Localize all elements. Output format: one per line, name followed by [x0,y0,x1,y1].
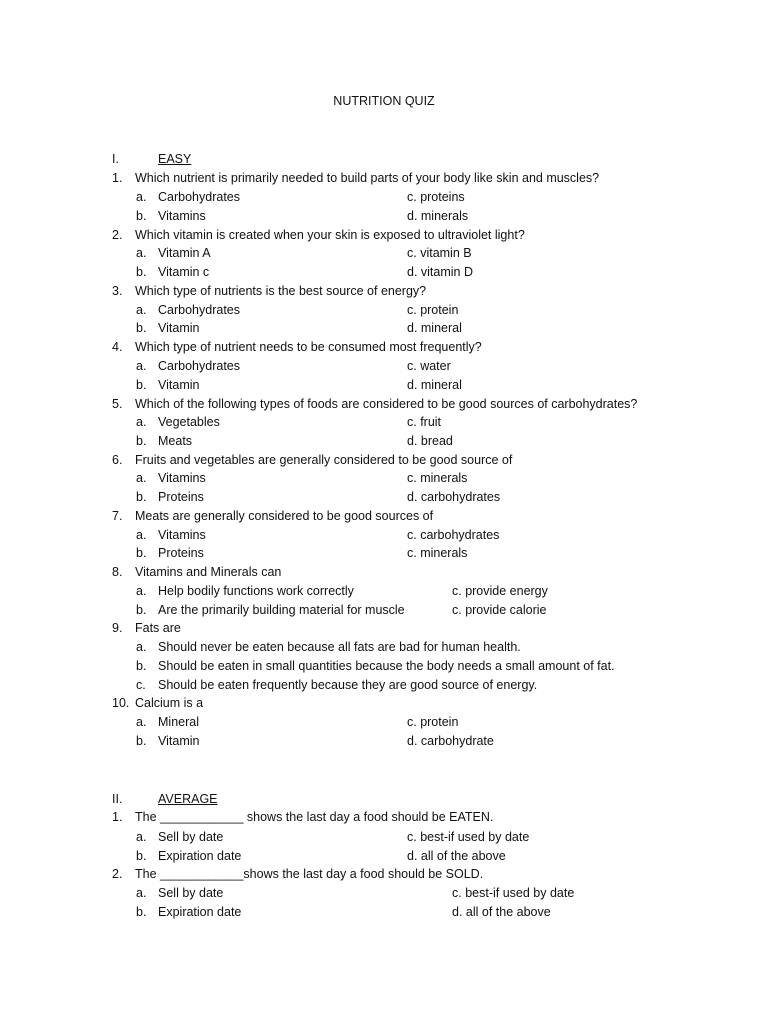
option-letter: a. [136,640,147,654]
option-row [0,320,768,336]
question-text: Which type of nutrients is the best source of energy? [135,284,427,298]
option-text: Vitamins [158,528,206,542]
option-right: d. minerals [407,209,469,223]
option-right: c. minerals [407,471,468,485]
option-letter: c. [136,678,146,692]
option-letter: a. [136,886,147,900]
option-text: Vitamins [158,209,206,223]
section-number: I. [112,152,119,166]
option-letter: a. [136,584,147,598]
option-text: Sell by date [158,886,224,900]
option-right: d. all of the above [407,849,506,863]
question-text: Meats are generally considered to be good sources of [135,509,434,523]
question-number: 2. [112,867,123,881]
option-right: d. carbohydrates [407,490,501,504]
option-right: c. minerals [407,546,468,560]
question-text: Fruits and vegetables are generally considered to be good source of [135,453,513,467]
option-row [0,264,768,280]
question-text: The ____________shows the last day a food should be SOLD. [135,867,484,881]
option-row [0,189,768,205]
question-row [0,508,768,524]
section-number: II. [112,792,123,806]
option-right: c. protein [407,303,459,317]
option-right: c. proteins [407,190,465,204]
option-text: Vitamin c [158,265,210,279]
option-text: Carbohydrates [158,359,240,373]
option-letter: a. [136,715,147,729]
option-row [0,414,768,430]
option-right: c. provide calorie [452,603,547,617]
option-letter: a. [136,415,147,429]
option-text: Vitamins [158,471,206,485]
question-number: 1. [112,171,123,185]
question-text: Calcium is a [135,696,204,710]
option-letter: b. [136,265,147,279]
option-letter: b. [136,659,147,673]
section-heading [0,151,768,167]
option-text: Sell by date [158,830,224,844]
option-right: c. best-if used by date [407,830,530,844]
question-text: Which vitamin is created when your skin is exposed to ultraviolet light? [135,228,525,242]
option-text: Carbohydrates [158,303,240,317]
option-letter: b. [136,734,147,748]
question-row [0,283,768,299]
question-row [0,620,768,636]
question-row [0,866,768,882]
question-row [0,695,768,711]
section-title: EASY [158,152,192,166]
question-row [0,564,768,580]
question-number: 10. [112,696,130,710]
question-number: 2. [112,228,123,242]
option-text: Help bodily functions work correctly [158,584,354,598]
option-text: Should never be eaten because all fats are bad for human health. [158,640,521,654]
option-letter: b. [136,209,147,223]
question-number: 7. [112,509,123,523]
question-row [0,170,768,186]
question-text: The ____________ shows the last day a food should be EATEN. [135,810,494,824]
option-row [0,885,768,901]
option-right: c. fruit [407,415,442,429]
option-right: c. provide energy [452,584,548,598]
option-text: Proteins [158,490,204,504]
option-letter: b. [136,321,147,335]
question-text: Fats are [135,621,181,635]
option-right: d. mineral [407,378,462,392]
option-row [0,245,768,261]
option-letter: a. [136,830,147,844]
option-text: Meats [158,434,193,448]
option-letter: b. [136,434,147,448]
option-row [0,848,768,864]
question-number: 1. [112,810,123,824]
option-letter: a. [136,190,147,204]
option-right: d. carbohydrate [407,734,494,748]
option-right: c. protein [407,715,459,729]
option-letter: a. [136,303,147,317]
option-row [0,583,768,599]
option-letter: b. [136,378,147,392]
option-row [0,377,768,393]
option-letter: a. [136,359,147,373]
option-row [0,714,768,730]
option-row [0,527,768,543]
option-row [0,733,768,749]
option-row [0,677,768,693]
option-text: Should be eaten frequently because they are good source of energy. [158,678,538,692]
option-right: d. vitamin D [407,265,473,279]
option-right: d. all of the above [452,905,551,919]
option-text: Vitamin [158,734,200,748]
option-right: d. bread [407,434,453,448]
option-row [0,602,768,618]
option-row [0,470,768,486]
option-row [0,545,768,561]
question-number: 8. [112,565,123,579]
option-text: Vitamin A [158,246,211,260]
option-text: Mineral [158,715,199,729]
option-row [0,302,768,318]
page-title: NUTRITION QUIZ [333,94,435,108]
option-row [0,658,768,674]
question-row [0,227,768,243]
option-text: Vegetables [158,415,220,429]
section-title: AVERAGE [158,792,218,806]
option-text: Vitamin [158,378,200,392]
question-number: 9. [112,621,123,635]
question-text: Which of the following types of foods are considered to be good sources of carbohydrates? [135,397,638,411]
question-row [0,452,768,468]
option-letter: a. [136,246,147,260]
question-text: Which type of nutrient needs to be consumed most frequently? [135,340,482,354]
question-number: 6. [112,453,123,467]
option-right: c. water [407,359,451,373]
option-text: Should be eaten in small quantities because the body needs a small amount of fat. [158,659,615,673]
option-letter: b. [136,603,147,617]
question-number: 5. [112,397,123,411]
question-number: 4. [112,340,123,354]
option-letter: b. [136,905,147,919]
question-text: Vitamins and Minerals can [135,565,282,579]
option-letter: a. [136,528,147,542]
question-text: Which nutrient is primarily needed to build parts of your body like skin and muscles? [135,171,600,185]
option-row [0,904,768,920]
question-row [0,396,768,412]
option-text: Proteins [158,546,204,560]
option-text: Are the primarily building material for muscle [158,603,405,617]
option-letter: b. [136,849,147,863]
question-row [0,339,768,355]
option-right: d. mineral [407,321,462,335]
option-text: Vitamin [158,321,200,335]
option-right: c. carbohydrates [407,528,500,542]
question-row [0,809,768,825]
option-right: c. vitamin B [407,246,472,260]
option-right: c. best-if used by date [452,886,575,900]
option-row [0,208,768,224]
option-row [0,829,768,845]
option-row [0,433,768,449]
option-letter: b. [136,546,147,560]
option-letter: b. [136,490,147,504]
question-number: 3. [112,284,123,298]
option-text: Expiration date [158,905,242,919]
option-text: Expiration date [158,849,242,863]
section-heading [0,791,768,807]
option-row [0,639,768,655]
option-row [0,489,768,505]
option-letter: a. [136,471,147,485]
option-text: Carbohydrates [158,190,240,204]
option-row [0,358,768,374]
